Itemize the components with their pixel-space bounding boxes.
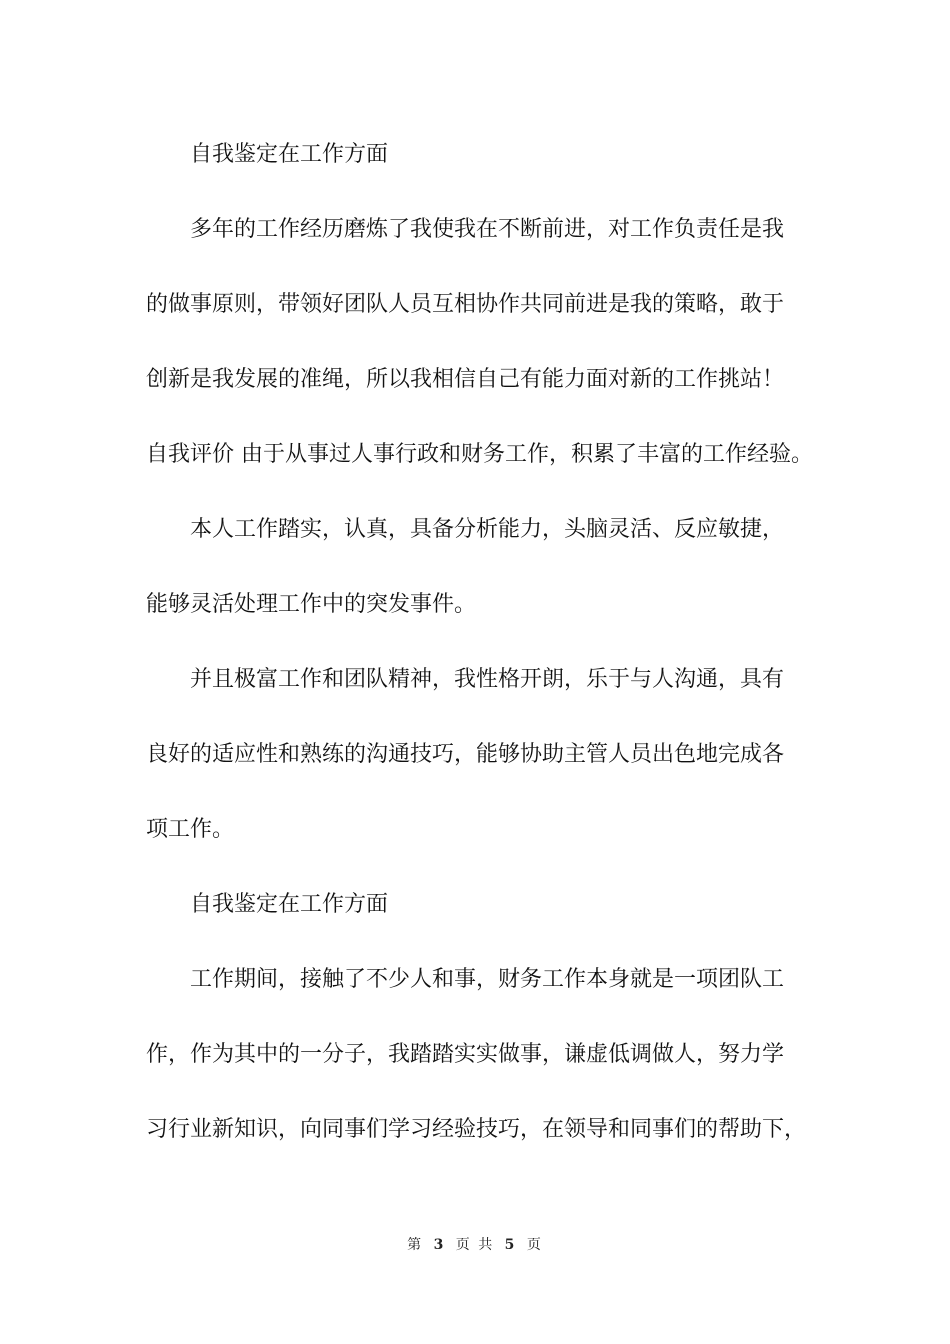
paragraph-line: 并且极富工作和团队精神，我性格开朗，乐于与人沟通，具有 [190, 667, 785, 692]
paragraph-line: 的做事原则，带领好团队人员互相协作共同前进是我的策略，敢于 [146, 292, 785, 317]
paragraph-line: 创新是我发展的准绳，所以我相信自己有能力面对新的工作挑站！ [146, 367, 785, 392]
current-page-number: 3 [433, 1237, 446, 1253]
paragraph-line: 自我评价 由于从事过人事行政和财务工作，积累了丰富的工作经验。 [146, 442, 813, 467]
paragraph-line: 良好的适应性和熟练的沟通技巧，能够协助主管人员出色地完成各 [146, 742, 785, 767]
paragraph-line: 工作期间，接触了不少人和事，财务工作本身就是一项团队工 [190, 967, 785, 992]
section-heading: 自我鉴定在工作方面 [190, 142, 389, 167]
paragraph-line: 习行业新知识，向同事们学习经验技巧，在领导和同事们的帮助下， [146, 1117, 807, 1142]
footer-prefix: 第 [407, 1237, 424, 1253]
paragraph-line: 本人工作踏实，认真，具备分析能力，头脑灵活、反应敏捷， [190, 517, 785, 542]
page-footer [0, 1236, 950, 1254]
footer-suffix: 页 [526, 1237, 543, 1253]
paragraph-line: 作，作为其中的一分子，我踏踏实实做事，谦虚低调做人，努力学 [146, 1042, 785, 1067]
paragraph-line: 项工作。 [146, 817, 235, 842]
total-page-number: 5 [504, 1237, 517, 1253]
paragraph-line: 多年的工作经历磨炼了我使我在不断前进，对工作负责任是我 [190, 217, 785, 242]
paragraph-line: 能够灵活处理工作中的突发事件。 [146, 592, 477, 617]
footer-middle: 页 共 [455, 1237, 495, 1253]
section-heading: 自我鉴定在工作方面 [190, 892, 389, 917]
